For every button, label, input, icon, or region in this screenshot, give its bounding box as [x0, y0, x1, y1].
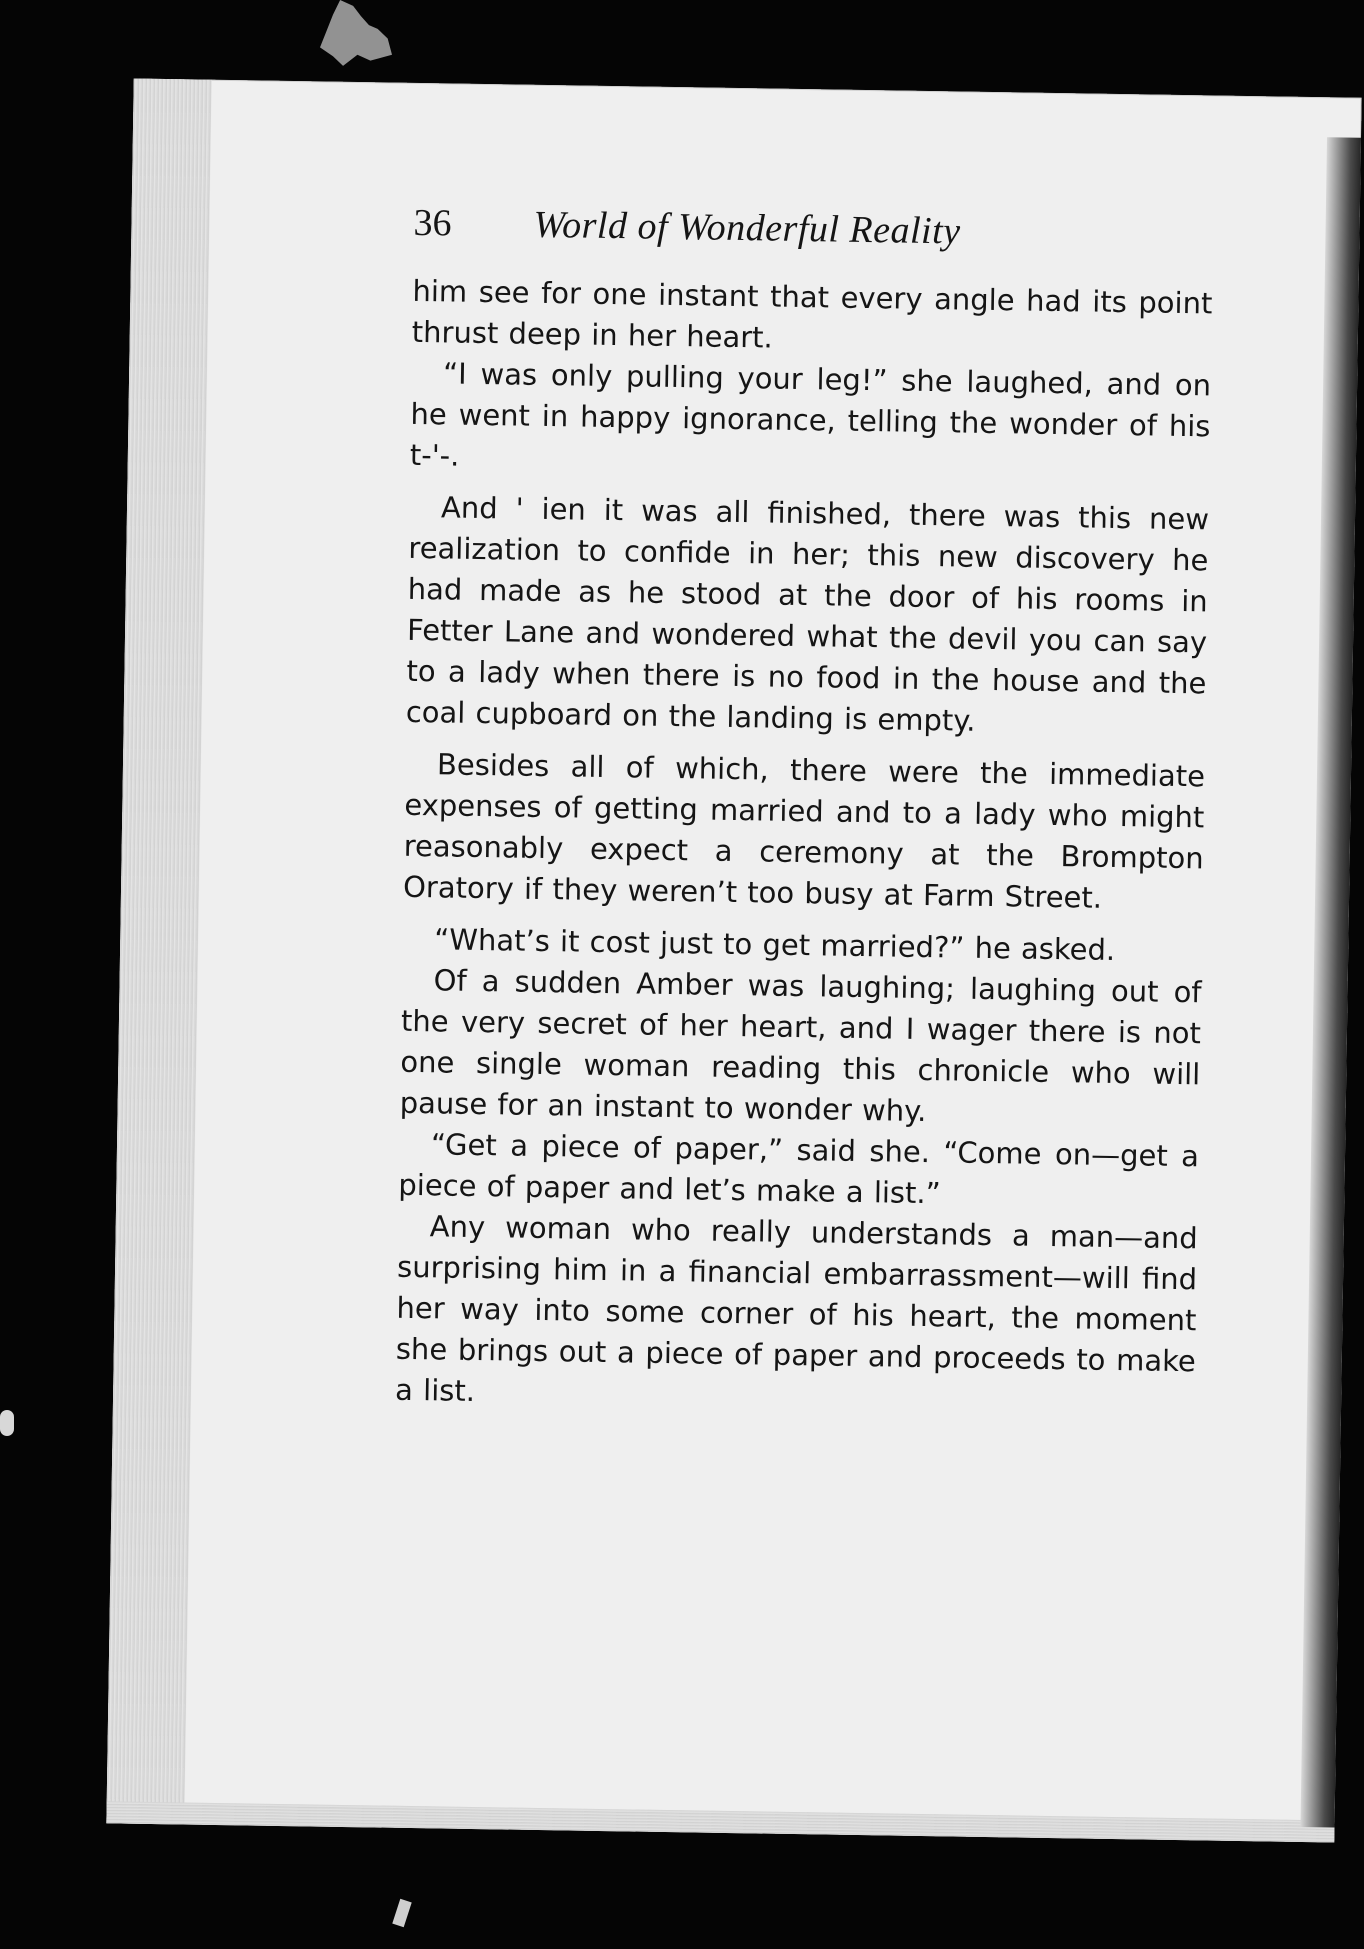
book-title: World of Wonderful Reality [533, 203, 961, 253]
paragraph-realization: And ' ien it was all finished, there was this new realization to confide in her; this new discovery he had made as he stood at the door of his rooms in Fetter Lane and wondered what the devil you can say to a lady when there is no food in the house and the coal cupboard on the landing is empty. [405, 490, 1210, 738]
paragraph-piece-of-paper: “Get a piece of paper,” said she. “Come on—get a piece of paper and let’s make a list.” [398, 1127, 1200, 1211]
book-page [106, 78, 1361, 1842]
running-head [413, 193, 1214, 276]
paragraph-any-woman: Any woman who really understands a man—and surprising him in a financial embarrassment—will find her way into some corner of his heart, the moment she brings out a piece of paper and proceeds to make a list. [394, 1209, 1198, 1408]
paragraph-continued: him see for one instant that every angle had its point thrust deep in her heart. [411, 273, 1213, 355]
paragraph-expenses: Besides all of which, there were the immediate expenses of getting married and to a lady who might reasonably expect a ceremony at the Brompton Oratory if they weren’t too busy at Farm Street. [402, 747, 1206, 915]
paragraph-amber-laughing: Of a sudden Amber was laughing; laughing out of the very secret of her heart, and I wager there is not one single woman reading this chronicle who will pause for an instant to wonder why. [399, 963, 1202, 1129]
paragraph-dialogue-leg: “I was only pulling your leg!” she laughed, and on he went in happy ignorance, telling the wonder of his t-'-. [409, 356, 1212, 473]
scan-artifact-left [0, 1410, 14, 1436]
page-number: 36 [413, 201, 452, 245]
text-block [395, 193, 1214, 1423]
paragraph-question: “What’s it cost just to get married?” he asked. [434, 922, 1116, 967]
